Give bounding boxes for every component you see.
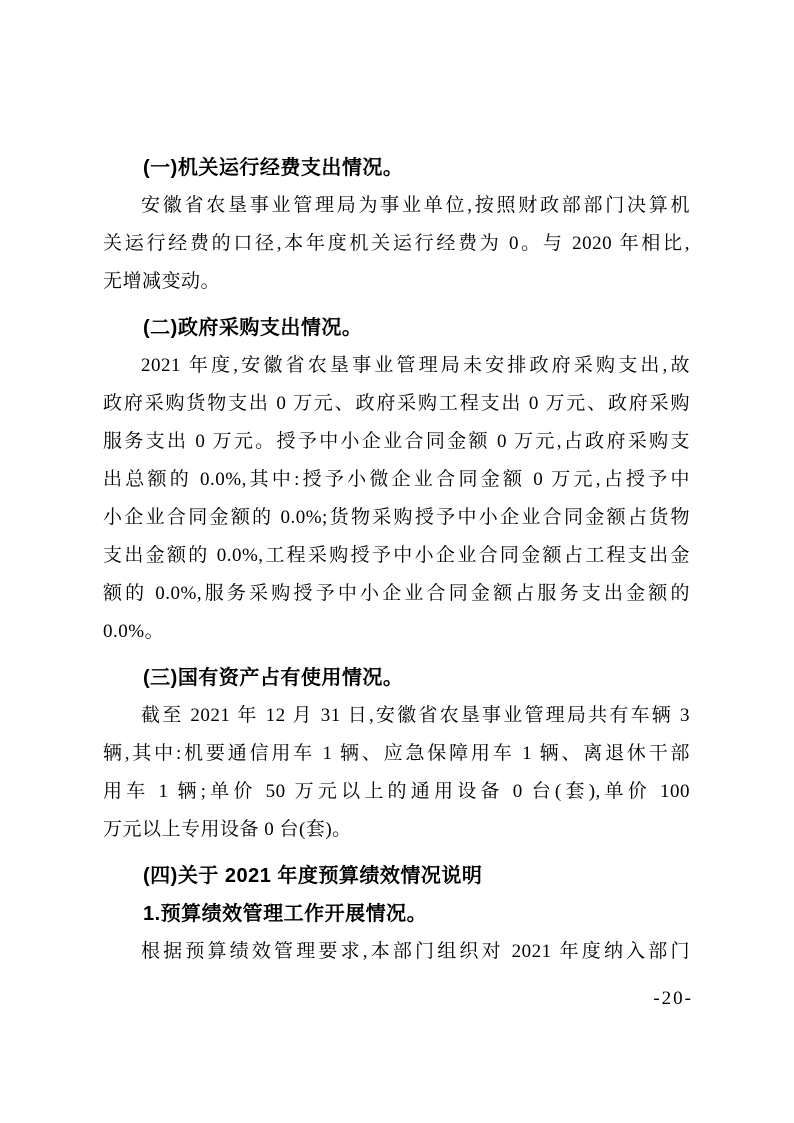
paragraph [103, 697, 690, 849]
text-line: 支出金额的 0.0%,工程采购授予中小企业合同金额占工程支出金 [103, 545, 690, 566]
text-line: 1.预算绩效管理工作开展情况。 [143, 903, 428, 925]
text-line: 额的 0.0%,服务采购授予中小企业合同金额占服务支出金额的 [103, 583, 690, 604]
paragraph [103, 187, 690, 301]
page-number [653, 988, 693, 1010]
text-line: (三)国有资产占有使用情况。 [143, 667, 404, 689]
text-line: 出总额的 0.0%,其中:授予小微企业合同金额 0 万元,占授予中 [103, 469, 690, 490]
section-heading [103, 659, 690, 697]
text-line: 万元以上专用设备 0 台(套)。 [103, 819, 352, 840]
text-line: 根据预算绩效管理要求,本部门组织对 2021 年度纳入部门 [141, 941, 690, 962]
section-heading [103, 857, 690, 895]
section-heading [103, 309, 690, 347]
paragraph [103, 347, 690, 651]
text-line: 政府采购货物支出 0 万元、政府采购工程支出 0 万元、政府采购 [103, 393, 690, 414]
text-line: (四)关于 2021 年度预算绩效情况说明 [143, 865, 483, 887]
text-line: 辆,其中:机要通信用车 1 辆、应急保障用车 1 辆、离退休干部 [103, 743, 690, 764]
section-heading [103, 149, 690, 187]
text-line: (一)机关运行经费支出情况。 [143, 157, 404, 179]
text-line: 安徽省农垦事业管理局为事业单位,按照财政部部门决算机 [141, 195, 690, 216]
text-line: 2021 年度,安徽省农垦事业管理局未安排政府采购支出,故 [141, 355, 690, 376]
text-line: 服务支出 0 万元。授予中小企业合同金额 0 万元,占政府采购支 [103, 431, 690, 452]
text-line: (二)政府采购支出情况。 [143, 317, 363, 339]
text-line: 截至 2021 年 12 月 31 日,安徽省农垦事业管理局共有车辆 3 [141, 705, 690, 726]
paragraph [103, 933, 690, 971]
section-heading [103, 895, 690, 933]
text-line: 关运行经费的口径,本年度机关运行经费为 0。与 2020 年相比, [103, 233, 690, 254]
text-line: 无增减变动。 [103, 271, 221, 292]
text-line: 0.0%。 [103, 621, 165, 642]
document-body [103, 149, 690, 971]
text-line: 小企业合同金额的 0.0%;货物采购授予中小企业合同金额占货物 [103, 507, 690, 528]
page-number-text: -20- [653, 988, 693, 1009]
text-line: 用车 1 辆;单价 50 万元以上的通用设备 0 台(套),单价 100 [103, 781, 690, 802]
